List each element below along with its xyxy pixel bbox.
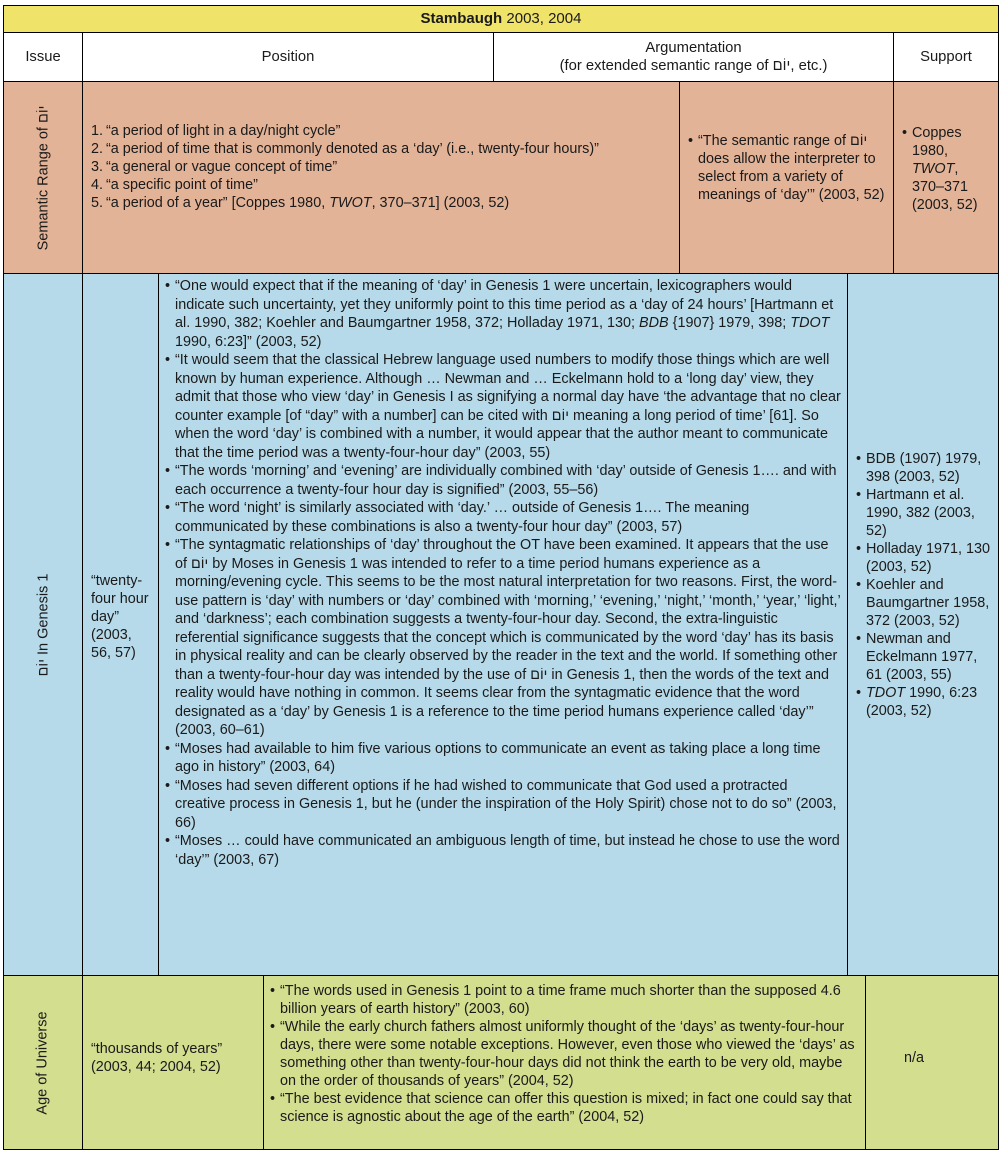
- title-years: 2003, 2004: [506, 10, 582, 27]
- list-item: • “While the early church fathers almost uniformly thought of the ‘days’ as twenty-four-hour days, there were some notable exceptions. However, even those who viewed the ‘days’ as something other than twenty-four-hour days did not think the earth to be very old, maybe on the order of thousands of years” (2004, 52): [270, 1018, 859, 1090]
- age-position-cell: [82, 975, 264, 1150]
- list-item: 5. “a period of a year” [Coppes 1980, TWOT, 370–371] (2003, 52): [91, 195, 510, 211]
- list-item: • “The best evidence that science can offer this question is mixed; in fact one could say that science is agnostic about the age of the earth” (2004, 52): [270, 1090, 859, 1126]
- genesis-argumentation-cell: [158, 273, 848, 976]
- genesis-arguments-list: [165, 277, 841, 869]
- semantic-support-cell: [893, 81, 999, 274]
- list-item: • “The word ‘night’ is similarly associated with ‘day.’ … outside of Genesis 1…. The meaning communicated by these combinations is also a twenty-four hour day” (2003, 57): [165, 499, 841, 536]
- semantic-position-cell: [82, 81, 680, 274]
- list-item: • Newman and Eckelmann 1977, 61 (2003, 55): [856, 630, 992, 684]
- list-item: 2. “a period of time that is commonly denoted as a ‘day’ (i.e., twenty-four hours)”: [91, 141, 599, 157]
- semantic-support: • Coppes 1980, TWOT, 370–371 (2003, 52): [902, 124, 992, 214]
- list-item: • “The syntagmatic relationships of ‘day’ throughout the OT have been examined. It appears that the use of יוֹם by Moses in Genesis 1 was intended to refer to a time period humans experience as a morning/evening cycle. This seems to be the most natural interpretation for two reasons. First, the word-use pattern is ‘day’ with numbers or ‘day’ combined with ‘morning,’ ‘evening,’ ‘night,’ ‘month,’ ‘year,’ ‘light,’ and ‘darkness’; each combination suggests a twenty-four-hour day. Second, the extra-linguistic referential significance suggests that the concept which is communicated by the word ‘day’ has its basis in physical reality and can be clearly observed by the reader in the text and the world. If something other than a twenty-four-hour day was intended by the use of יוֹם in Genesis 1, then the words of the text and reality would have nothing in common. It seems clear from the syntagmatic evidence that the word designated as a ‘day’ by Genesis 1 is a reference to the time period humans experience called ‘day’” (2003, 60–61): [165, 536, 841, 740]
- list-item: • “One would expect that if the meaning of ‘day’ in Genesis 1 were uncertain, lexicographers would indicate such uncertainty, yet they uniformly point to this time period as a ‘day of 24 hours’ [Hartmann et al. 1990, 382; Koehler and Baumgartner 1958, 372; Holladay 1971, 130; BDB {1907} 1979, 398; TDOT 1990, 6:23]” (2003, 52): [165, 277, 841, 351]
- list-item: • TDOT 1990, 6:23 (2003, 52): [856, 684, 992, 720]
- genesis-position-cell: [82, 273, 159, 976]
- list-item: • BDB (1907) 1979, 398 (2003, 52): [856, 450, 992, 486]
- age-support-value: n/a: [904, 1050, 925, 1066]
- genesis-support-list: [856, 450, 992, 720]
- header-argumentation-subtitle: (for extended semantic range of יוֹם, etc.): [559, 58, 828, 74]
- semantic-meanings-list: [91, 122, 671, 212]
- age-issue-cell: [3, 975, 83, 1150]
- age-position-citation: (2003, 44; 2004, 52): [91, 1059, 221, 1075]
- header-argumentation-title: Argumentation: [645, 40, 742, 56]
- list-item: • Koehler and Baumgartner 1958, 372 (2003, 52): [856, 576, 992, 630]
- age-position-value: “thousands of years”: [91, 1041, 223, 1057]
- semantic-argumentation-cell: [679, 81, 894, 274]
- age-issue-label: Age of Universe: [35, 1010, 52, 1115]
- genesis-support-cell: [847, 273, 999, 976]
- list-item: • “Moses … could have communicated an ambiguous length of time, but instead he chose to use the word ‘day’” (2003, 67): [165, 832, 841, 869]
- age-support-cell: [865, 975, 999, 1150]
- genesis-position: “twenty-four hour day” (2003, 56, 57): [91, 573, 149, 661]
- semantic-issue-label: Semantic Range of יוֹם: [35, 105, 52, 250]
- list-item: • Hartmann et al. 1990, 382 (2003, 52): [856, 486, 992, 540]
- genesis-issue-label: יוֹם In Genesis 1: [35, 573, 51, 676]
- list-item: 1. “a period of light in a day/night cycle”: [91, 123, 341, 139]
- list-item: 3. “a general or vague concept of time”: [91, 159, 338, 175]
- list-item: • Holladay 1971, 130 (2003, 52): [856, 540, 992, 576]
- semantic-argument: • “The semantic range of יוֹם does allow the interpreter to select from a variety of meanings of ‘day’” (2003, 52): [688, 132, 885, 204]
- list-item: • “The words ‘morning’ and ‘evening’ are individually combined with ‘day’ outside of Genesis 1…. and with each occurrence a twenty-four hour day is signified” (2003, 55–56): [165, 462, 841, 499]
- age-argumentation-cell: [263, 975, 866, 1150]
- list-item: 4. “a specific point of time”: [91, 177, 258, 193]
- list-item: • “The words used in Genesis 1 point to a time frame much shorter than the supposed 4.6 billion years of earth history” (2003, 60): [270, 982, 859, 1018]
- table-title: [3, 5, 999, 33]
- list-item: • “It would seem that the classical Hebrew language used numbers to modify those things which are well known by human experience. Although … Newman and … Eckelmann hold to a ‘long day’ view, they admit that those who view ‘day’ in Genesis I as signifying a normal day have ‘the advantage that no clear counter example [of “day” with a number] can be cited with יוֹם meaning a long period of time’ [61]. So when the word ‘day’ is combined with a number, it would appear that the author meant to communicate that the time period was a twenty-four-hour day” (2003, 55): [165, 351, 841, 462]
- list-item: • “Moses had seven different options if he had wished to communicate that God used a protracted creative process in Genesis 1, but he (under the inspiration of the Holy Spirit) chose not to do so” (2003, 66): [165, 777, 841, 833]
- age-arguments-list: [270, 982, 859, 1126]
- genesis-issue-cell: [3, 273, 83, 976]
- header-position: Position: [82, 32, 494, 82]
- title-author: Stambaugh: [420, 10, 503, 27]
- semantic-issue-cell: [3, 81, 83, 274]
- list-item: • “Moses had available to him five various options to communicate an event as taking place a long time ago in history” (2003, 64): [165, 740, 841, 777]
- header-argumentation: [493, 32, 894, 82]
- header-support: Support: [893, 32, 999, 82]
- header-issue: Issue: [3, 32, 83, 82]
